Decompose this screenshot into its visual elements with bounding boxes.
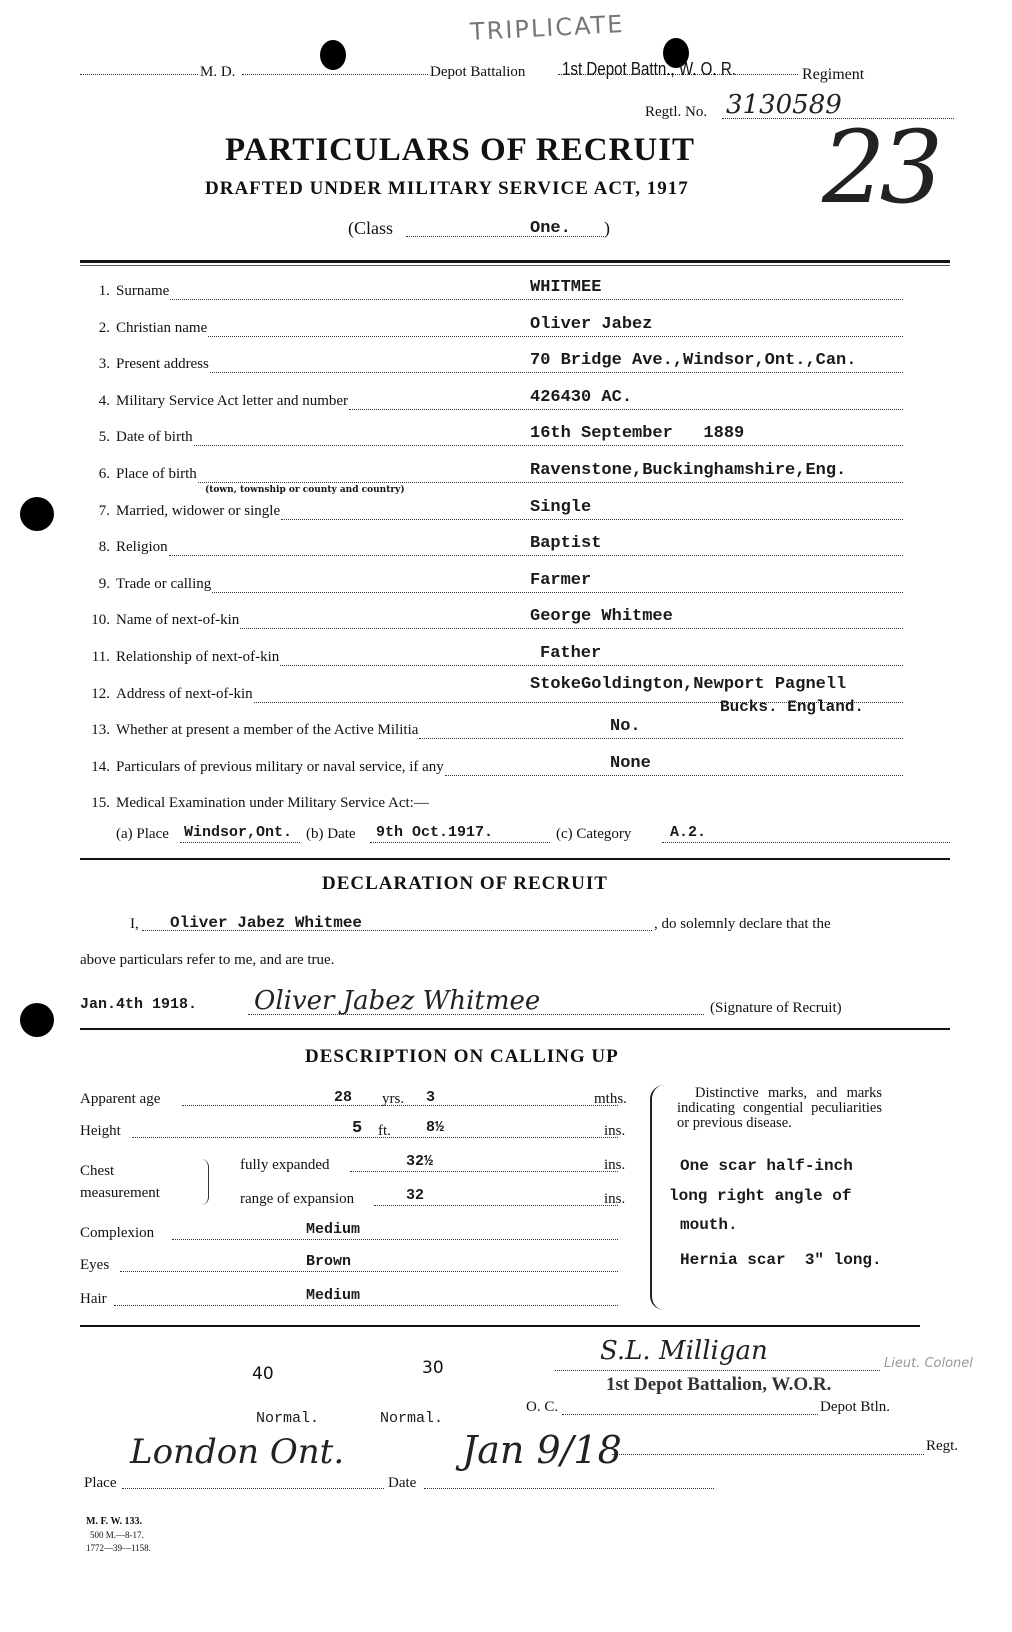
field-row bbox=[80, 565, 950, 595]
field-number: 11. bbox=[91, 649, 110, 665]
dotted-leader bbox=[240, 627, 903, 629]
field-label-text: Address of next-of-kin bbox=[116, 685, 253, 702]
hair-value: Medium bbox=[306, 1287, 361, 1304]
field-number: 3. bbox=[98, 356, 110, 373]
range-label: range of expansion bbox=[240, 1191, 355, 1207]
dotted-leader bbox=[419, 737, 903, 739]
marks-line: One scar half-inch bbox=[680, 1157, 853, 1175]
field-label bbox=[80, 722, 418, 739]
field-label bbox=[80, 466, 197, 483]
dotted-leader bbox=[172, 1239, 618, 1240]
field-row bbox=[80, 272, 950, 302]
field-label bbox=[80, 356, 209, 373]
depot-btln-label: Depot Btln. bbox=[820, 1399, 890, 1415]
page-title: PARTICULARS OF RECRUIT bbox=[225, 132, 696, 168]
field-value-continued: Bucks. England. bbox=[720, 697, 865, 716]
footer-number-30: 30 bbox=[422, 1358, 444, 1378]
dotted-leader bbox=[406, 236, 604, 237]
field-label bbox=[80, 649, 279, 666]
field-number: 5. bbox=[98, 429, 110, 446]
oc-line bbox=[562, 1414, 818, 1415]
dotted-leader bbox=[114, 1305, 618, 1306]
chest-label-2: measurement bbox=[80, 1185, 160, 1201]
medical-line bbox=[80, 820, 950, 848]
field-number: 7. bbox=[98, 502, 110, 519]
footer-number-40: 40 bbox=[252, 1364, 274, 1384]
field-value: No. bbox=[610, 717, 641, 737]
field-value: 16th September 1889 bbox=[530, 424, 745, 444]
field-number: 13. bbox=[91, 722, 110, 739]
dotted-leader bbox=[169, 554, 903, 556]
field-row bbox=[80, 748, 950, 778]
field-row bbox=[80, 418, 950, 448]
height-label: Height bbox=[80, 1123, 121, 1139]
dotted-leader bbox=[132, 1137, 618, 1138]
form-code: 500 M.—8-17. bbox=[90, 1530, 144, 1540]
oc-label: O. C. bbox=[526, 1399, 559, 1415]
medical-date-value: 9th Oct.1917. bbox=[376, 824, 494, 841]
field-row bbox=[80, 528, 950, 558]
dotted-leader bbox=[242, 74, 428, 75]
oc-signature: S.L. Milligan bbox=[600, 1336, 768, 1366]
age-months: 3 bbox=[426, 1089, 436, 1106]
field-value: WHITMEE bbox=[530, 278, 602, 297]
oc-rank: Lieut. Colonel bbox=[884, 1356, 973, 1371]
marks-line: mouth. bbox=[680, 1216, 738, 1234]
field-label-text: Present address bbox=[116, 356, 209, 373]
field-number: 6. bbox=[98, 466, 110, 482]
date-line bbox=[424, 1488, 714, 1489]
marks-brace bbox=[650, 1085, 666, 1310]
oc-signature-line bbox=[555, 1370, 880, 1371]
height-in: 8½ bbox=[426, 1119, 445, 1136]
field-label-text: Surname bbox=[116, 283, 170, 299]
dotted-leader bbox=[558, 74, 798, 75]
field-value: StokeGoldington,Newport Pagnell bbox=[530, 674, 847, 694]
dotted-leader bbox=[374, 1205, 618, 1206]
declaration-name: Oliver Jabez Whitmee bbox=[170, 914, 363, 932]
chest-label: Chest bbox=[80, 1163, 115, 1179]
field-row bbox=[80, 784, 950, 814]
field-row bbox=[80, 638, 950, 668]
recruit-signature: Oliver Jabez Whitmee bbox=[254, 986, 541, 1016]
field-label bbox=[80, 393, 348, 410]
field-label-text: Religion bbox=[116, 539, 168, 556]
page-subtitle: DRAFTED UNDER MILITARY SERVICE ACT, 1917 bbox=[205, 178, 689, 199]
signature-label: (Signature of Recruit) bbox=[710, 1000, 842, 1016]
field-number: 1. bbox=[98, 283, 110, 299]
declaration-line-1 bbox=[80, 912, 950, 938]
field-value: None bbox=[610, 753, 651, 773]
declaration-prefix: I, bbox=[130, 916, 139, 932]
age-label: Apparent age bbox=[80, 1091, 161, 1107]
field-label bbox=[80, 576, 211, 593]
field-note: (town, township or county and country) bbox=[205, 485, 405, 495]
field-value: Father bbox=[540, 644, 602, 663]
field-label-text: Name of next-of-kin bbox=[116, 612, 240, 629]
dotted-leader bbox=[180, 842, 300, 843]
declaration-line-2: above particulars refer to me, and are true. bbox=[80, 952, 335, 968]
triplicate-stamp: TRIPLICATE bbox=[469, 9, 626, 47]
declaration-heading: DECLARATION OF RECRUIT bbox=[322, 873, 608, 894]
field-row bbox=[80, 674, 950, 716]
field-label-text: Date of birth bbox=[116, 429, 193, 446]
medical-category-value: A.2. bbox=[670, 824, 707, 841]
regtl-no-value: 3130589 bbox=[726, 90, 842, 120]
regt-label: Regt. bbox=[926, 1438, 959, 1454]
declaration-suffix: , do solemnly declare that the bbox=[654, 916, 831, 932]
field-label bbox=[80, 612, 239, 629]
field-number: 15. bbox=[91, 795, 110, 812]
declaration-date: Jan.4th 1918. bbox=[80, 996, 198, 1013]
complexion-value: Medium bbox=[306, 1221, 361, 1238]
field-value: Farmer bbox=[530, 570, 592, 590]
dotted-leader bbox=[212, 591, 903, 593]
field-row bbox=[80, 382, 950, 412]
hair-label: Hair bbox=[80, 1291, 107, 1307]
depot-battalion-label: Depot Battalion bbox=[430, 64, 526, 80]
ft-label: ft. bbox=[378, 1123, 391, 1139]
field-label bbox=[80, 503, 280, 520]
normal-1: Normal. bbox=[256, 1410, 320, 1427]
dotted-leader bbox=[80, 74, 198, 75]
description-heading: DESCRIPTION ON CALLING UP bbox=[305, 1046, 619, 1067]
dotted-leader bbox=[662, 842, 950, 843]
dotted-leader bbox=[210, 371, 903, 373]
field-value: George Whitmee bbox=[530, 607, 673, 627]
dotted-leader bbox=[198, 481, 903, 483]
yrs-label: yrs. bbox=[382, 1091, 405, 1107]
regiment-label: Regiment bbox=[802, 66, 865, 83]
dotted-leader bbox=[170, 298, 903, 300]
field-label bbox=[80, 429, 193, 446]
fully-expanded-label: fully expanded bbox=[240, 1157, 330, 1173]
dotted-leader bbox=[208, 335, 903, 337]
field-value: Ravenstone,Buckinghamshire,Eng. bbox=[530, 461, 847, 480]
divider bbox=[80, 1325, 920, 1327]
punch-hole bbox=[20, 497, 54, 531]
field-value: Single bbox=[530, 497, 592, 517]
field-label-text: Relationship of next-of-kin bbox=[116, 649, 280, 665]
field-number: 8. bbox=[98, 539, 110, 556]
field-number: 10. bbox=[91, 612, 110, 629]
regtl-no-label: Regtl. No. bbox=[645, 104, 708, 120]
field-value: Baptist bbox=[530, 534, 602, 554]
medical-category-label: (c) Category bbox=[556, 826, 632, 842]
field-label-text: Whether at present a member of the Active Militia bbox=[116, 722, 419, 739]
field-label-text: Trade or calling bbox=[116, 575, 212, 592]
depot-battalion-value: 1st Depot Battn., W. O. R. bbox=[562, 59, 736, 79]
divider bbox=[80, 260, 950, 263]
dotted-leader bbox=[120, 1271, 618, 1272]
field-value: 426430 AC. bbox=[530, 387, 633, 407]
date-value: Jan 9/18 bbox=[462, 1428, 622, 1472]
field-label-text: Married, widower or single bbox=[116, 502, 281, 519]
dotted-leader bbox=[350, 1171, 618, 1172]
field-label bbox=[80, 320, 207, 337]
field-value: 70 Bridge Ave.,Windsor,Ont.,Can. bbox=[530, 351, 857, 371]
field-number: 12. bbox=[91, 685, 110, 702]
divider bbox=[80, 1028, 950, 1030]
declaration-sign-line bbox=[80, 986, 950, 1020]
medical-date-label: (b) Date bbox=[306, 826, 356, 842]
field-label bbox=[80, 759, 444, 776]
field-number: 9. bbox=[98, 575, 110, 592]
place-label: Place bbox=[84, 1475, 117, 1491]
dotted-leader bbox=[445, 774, 903, 776]
marks-line: long right angle of bbox=[669, 1187, 852, 1205]
eyes-value: Brown bbox=[306, 1253, 352, 1270]
field-label-text: Particulars of previous military or naval service, if any bbox=[116, 758, 444, 775]
class-close: ) bbox=[604, 218, 610, 238]
medical-place-value: Windsor,Ont. bbox=[184, 824, 293, 841]
range-value: 32 bbox=[406, 1187, 425, 1204]
dotted-leader bbox=[370, 842, 550, 843]
normal-2: Normal. bbox=[380, 1410, 444, 1427]
dotted-leader bbox=[281, 518, 903, 520]
field-number: 2. bbox=[98, 319, 110, 336]
field-value: Oliver Jabez bbox=[530, 314, 653, 334]
form-code: 1772—39—1158. bbox=[86, 1543, 151, 1553]
ins-label: ins. bbox=[604, 1157, 626, 1173]
field-row bbox=[80, 455, 950, 495]
dotted-leader bbox=[194, 444, 903, 446]
md-label: M. D. bbox=[200, 64, 236, 80]
field-number: 4. bbox=[98, 392, 110, 409]
depot-stamp: 1st Depot Battalion, W.O.R. bbox=[606, 1374, 832, 1395]
field-row bbox=[80, 309, 950, 339]
field-label-text: Medical Examination under Military Service Act:— bbox=[116, 795, 429, 812]
marks-heading: Distinctive marks, and marks indicating congential peculiarities or previous disease. bbox=[677, 1085, 882, 1131]
ins-label: ins. bbox=[604, 1191, 626, 1207]
punch-hole bbox=[20, 1003, 54, 1037]
brace bbox=[200, 1159, 209, 1205]
medical-place-label: (a) Place bbox=[116, 826, 169, 842]
field-label-text: Military Service Act letter and number bbox=[116, 392, 349, 409]
ins-label: ins. bbox=[604, 1123, 626, 1139]
header-line bbox=[80, 60, 960, 86]
class-line bbox=[348, 218, 618, 244]
eyes-label: Eyes bbox=[80, 1257, 110, 1273]
field-label-text: Place of birth bbox=[116, 466, 197, 482]
complexion-label: Complexion bbox=[80, 1225, 155, 1241]
field-row bbox=[80, 711, 950, 741]
fully-expanded-value: 32½ bbox=[406, 1153, 434, 1170]
date-label: Date bbox=[388, 1475, 417, 1491]
field-label bbox=[80, 539, 168, 556]
form-code: M. F. W. 133. bbox=[86, 1516, 143, 1527]
field-label bbox=[80, 283, 169, 300]
class-value: One. bbox=[530, 219, 571, 238]
divider bbox=[80, 858, 950, 860]
description-block bbox=[80, 1085, 640, 1315]
mths-label: mths. bbox=[594, 1091, 627, 1107]
height-ft: 5 bbox=[352, 1119, 363, 1138]
regt-line bbox=[612, 1454, 924, 1455]
field-label bbox=[80, 795, 429, 812]
field-row bbox=[80, 492, 950, 522]
dotted-leader bbox=[280, 664, 903, 666]
divider bbox=[80, 265, 950, 266]
field-number: 14. bbox=[91, 758, 110, 775]
age-years: 28 bbox=[334, 1089, 353, 1106]
place-line bbox=[122, 1488, 384, 1489]
page-number: 23 bbox=[822, 109, 938, 226]
field-row bbox=[80, 601, 950, 631]
field-row bbox=[80, 345, 950, 375]
marks-line: Hernia scar 3" long. bbox=[680, 1251, 882, 1269]
field-label-text: Christian name bbox=[116, 319, 208, 336]
place-value: London Ont. bbox=[130, 1432, 345, 1472]
dotted-leader bbox=[349, 408, 903, 410]
class-label: (Class bbox=[348, 218, 393, 238]
field-label bbox=[80, 686, 253, 703]
